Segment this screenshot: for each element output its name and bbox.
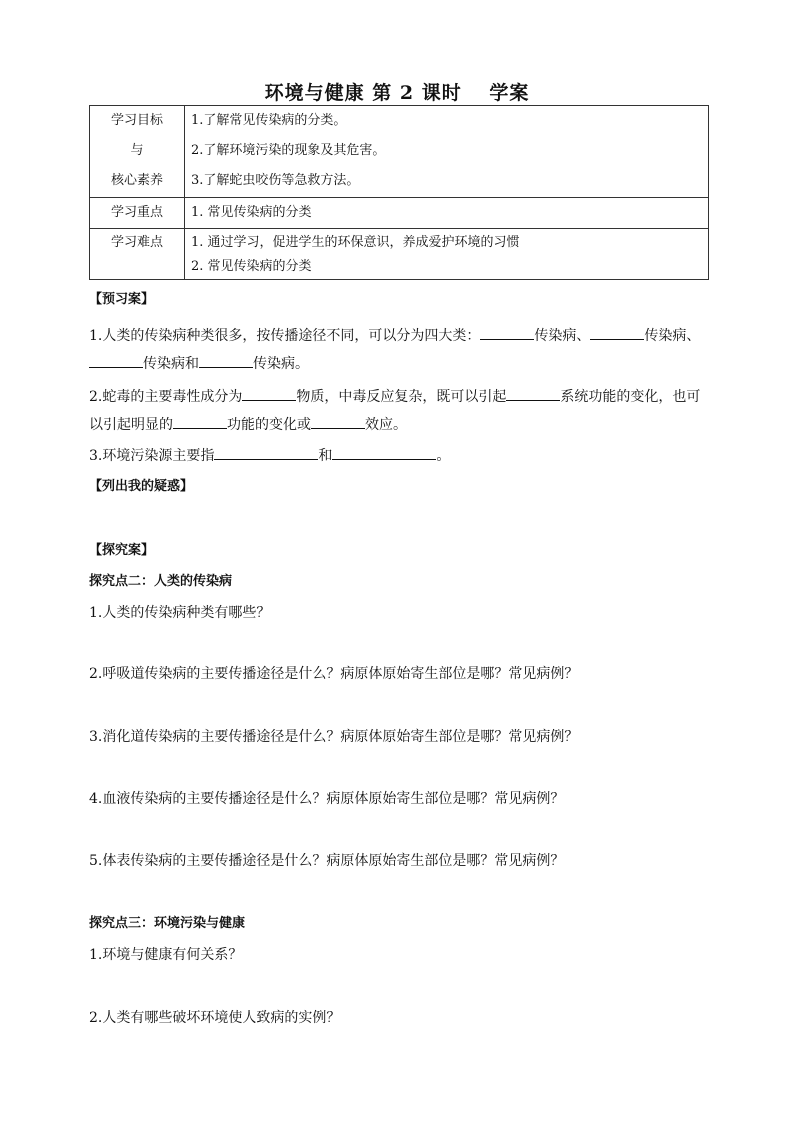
fill-blank[interactable] [311,414,365,429]
doubts-heading: 【列出我的疑惑】 [89,479,194,494]
difficulty-label-cell [90,229,185,280]
focus-item: 1. 常见传染病的分类 [191,205,312,220]
target-label-cell [90,106,185,198]
q2-text: 系统功能的变化，也可 [560,389,701,405]
q2-text: 效应。 [365,417,407,433]
q2-text: 功能的变化或 [227,417,311,433]
page-title: 环境与健康 第 2 课时 学案 [264,82,530,104]
difficulty-label: 学习难点 [110,235,163,250]
focus-label: 学习重点 [110,205,163,220]
target-item: 3.了解蛇虫咬伤等急救方法。 [191,173,360,188]
difficulty-item: 2. 常见传染病的分类 [191,259,312,274]
q1-text: 1.人类的传染病种类很多，按传播途径不同，可以分为四大类： [89,328,481,344]
target-content-cell [185,106,709,198]
fill-blank[interactable] [199,353,253,368]
q3-text: 3.环境污染源主要指 [89,448,215,464]
focus-content-cell [185,198,709,229]
preview-question-3 [89,445,719,466]
explore-question: 2.人类有哪些破坏环境使人致病的实例？ [89,1010,341,1026]
target-label-line: 与 [130,143,144,158]
q1-text: 传染病、 [534,328,591,344]
explore-point-3-heading: 探究点三：环境污染与健康 [89,916,246,931]
learning-goals-table [89,105,709,280]
fill-blank[interactable] [506,386,560,401]
explore-point-2-heading: 探究点二：人类的传染病 [89,574,233,589]
explore-question: 3.消化道传染病的主要传播途径是什么？病原体原始寄生部位是哪？常见病例？ [89,729,579,745]
explore-question: 5.体表传染病的主要传播途径是什么？病原体原始寄生部位是哪？常见病例？ [89,853,565,869]
target-label-line: 学习目标 [110,113,163,128]
q2-text: 以引起明显的 [89,417,173,433]
preview-question-2 [89,383,719,439]
q2-text: 2.蛇毒的主要毒性成分为 [89,389,243,405]
focus-label-cell [90,198,185,229]
difficulty-content-cell [185,229,709,280]
q1-text: 传染病、 [644,328,701,344]
row-difficulties [90,229,709,280]
target-item: 1.了解常见传染病的分类。 [191,113,347,128]
fill-blank[interactable] [332,445,436,460]
fill-blank[interactable] [480,325,534,340]
q3-text: 。 [436,448,451,464]
q3-text: 和 [318,448,333,464]
explore-question: 2.呼吸道传染病的主要传播途径是什么？病原体原始寄生部位是哪？常见病例？ [89,666,579,682]
target-label-line: 核心素养 [110,173,163,188]
difficulty-item: 1. 通过学习，促进学生的环保意识，养成爱护环境的习惯 [191,235,520,250]
fill-blank[interactable] [242,386,296,401]
fill-blank[interactable] [89,353,143,368]
q1-text: 传染病。 [253,356,309,372]
explore-question: 1.人类的传染病种类有哪些？ [89,605,271,621]
target-item: 2.了解环境污染的现象及其危害。 [191,143,386,158]
row-learning-target [90,106,709,198]
fill-blank[interactable] [214,445,318,460]
explore-question: 1.环境与健康有何关系？ [89,947,243,963]
q2-text: 物质，中毒反应复杂，既可以引起 [296,389,507,405]
row-key-points [90,198,709,229]
q1-text: 传染病和 [143,356,199,372]
preview-question-1 [89,322,719,378]
explore-question: 4.血液传染病的主要传播途径是什么？病原体原始寄生部位是哪？常见病例？ [89,791,565,807]
fill-blank[interactable] [590,325,644,340]
preview-heading: 【预习案】 [89,292,155,307]
fill-blank[interactable] [173,414,227,429]
explore-heading: 【探究案】 [89,543,155,558]
